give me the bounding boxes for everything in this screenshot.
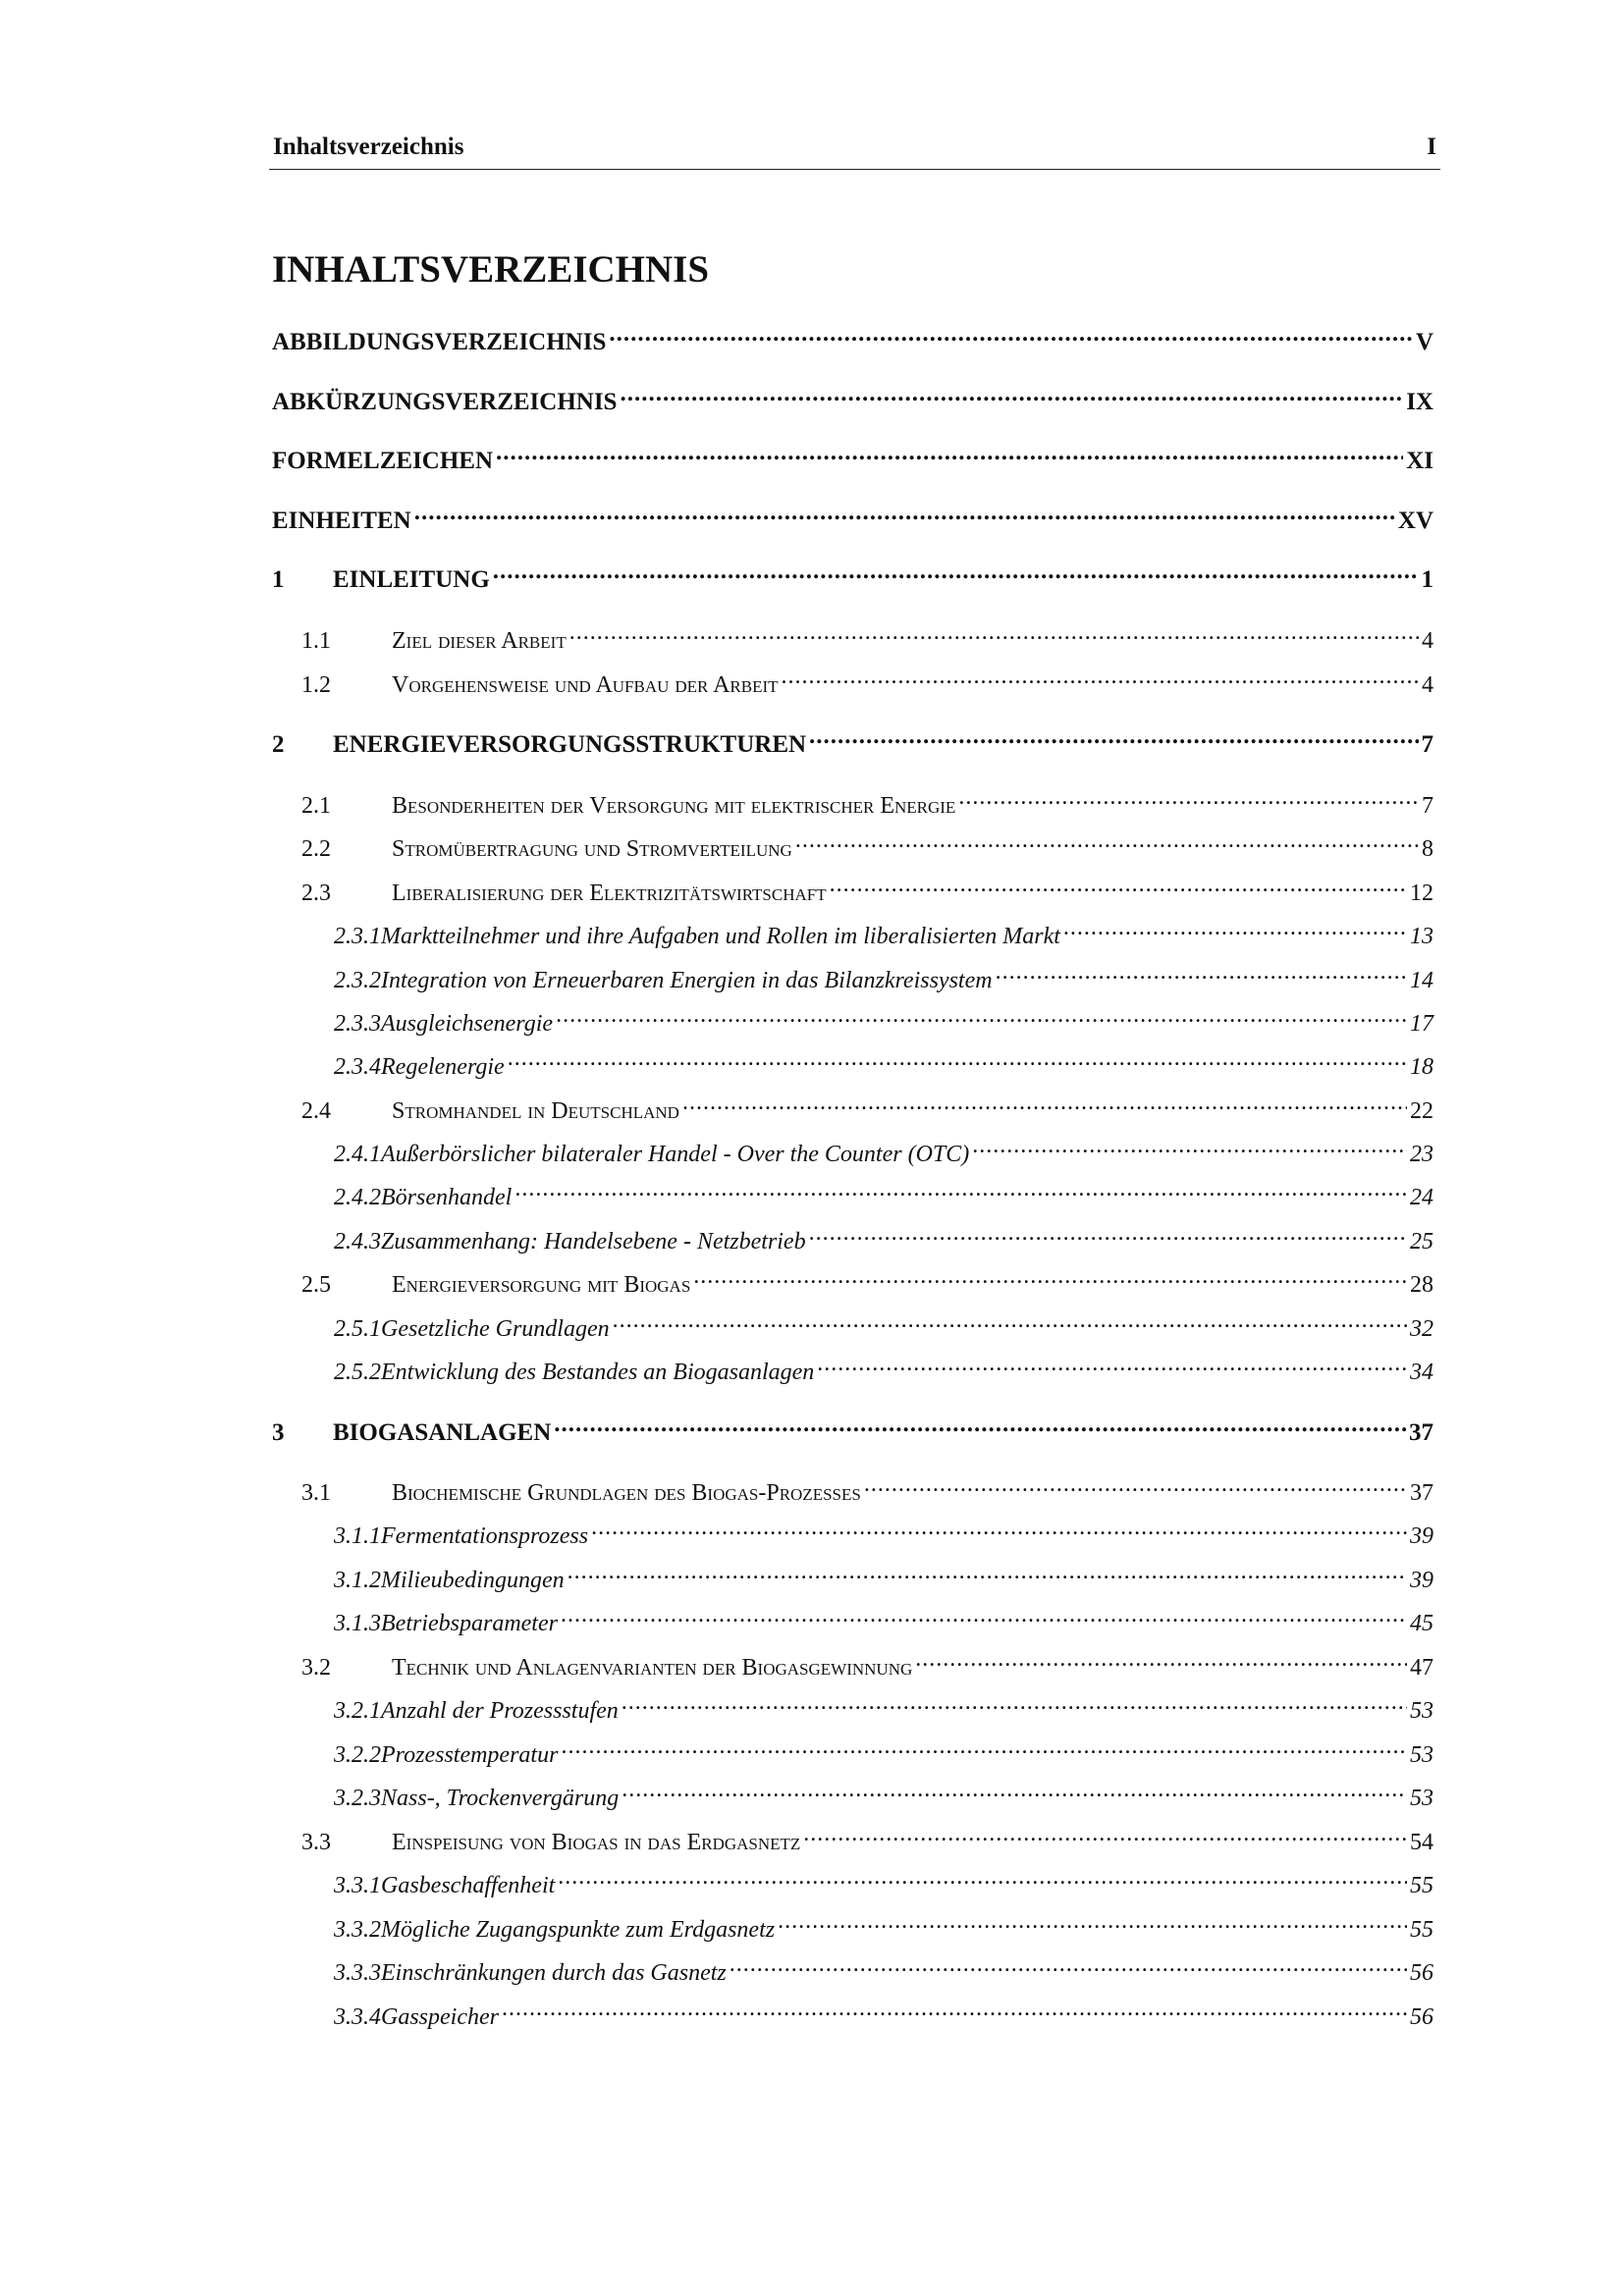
toc-entry-page: 55 (1410, 1873, 1434, 1898)
toc-entry[interactable] (334, 1599, 1434, 1636)
toc-entry[interactable] (334, 1774, 1434, 1811)
toc-entry-label (301, 1827, 800, 1858)
toc-entry-title: Regelenergie (381, 1054, 505, 1080)
toc-entry[interactable] (301, 1818, 1434, 1855)
toc-entry-label (334, 921, 1060, 952)
toc-entry-label (334, 1139, 969, 1170)
toc-entry-title: Liberalisierung der Elektrizitätswirtschaft (392, 881, 827, 906)
toc-entry-label (272, 1417, 551, 1449)
toc-entry[interactable] (334, 1905, 1434, 1943)
toc-entry-page: 37 (1409, 1419, 1434, 1446)
toc-entry-title: Technik und Anlagenvarianten der Biogasgewinnung (392, 1655, 913, 1681)
header-page-number: I (1427, 133, 1436, 160)
toc-entry[interactable] (334, 1173, 1434, 1210)
toc-entry[interactable] (272, 1409, 1434, 1446)
toc-entry-title: Energieversorgung mit Biogas (392, 1272, 691, 1298)
dot-leader (414, 497, 1395, 528)
toc-entry-title: Einspeisung von Biogas in das Erdgasnetz (392, 1830, 801, 1855)
toc-entry-title: Vorgehensweise und Aufbau der Arbeit (392, 672, 779, 698)
toc-heading: INHALTSVERZEICHNIS (272, 248, 710, 291)
dot-leader (569, 616, 1419, 648)
toc-entry-title: Ziel dieser Arbeit (392, 628, 567, 654)
toc-entry-number: 3.2 (301, 1655, 331, 1681)
toc-entry-title: Integration von Erneuerbaren Energien in das Bilanzkreissystem (381, 968, 993, 993)
toc-entry-title: FORMELZEICHEN (272, 448, 494, 474)
dot-leader (508, 1042, 1407, 1074)
toc-entry[interactable] (272, 378, 1434, 415)
dot-leader (809, 721, 1418, 752)
toc-entry-page: 14 (1410, 968, 1434, 993)
toc-entry-label (334, 1695, 619, 1727)
toc-entry-page: XV (1397, 507, 1434, 534)
toc-entry-page: 53 (1410, 1786, 1434, 1811)
dot-leader (1063, 912, 1407, 943)
toc-entry-label (301, 1477, 861, 1509)
toc-entry-page: XI (1406, 448, 1434, 474)
toc-entry-page: 28 (1410, 1272, 1434, 1298)
dot-leader (730, 1949, 1407, 1980)
dot-leader (915, 1643, 1407, 1675)
toc-entry-number: 2.4.3 (334, 1229, 381, 1255)
toc-entry[interactable] (334, 1305, 1434, 1342)
dot-leader (620, 378, 1403, 409)
toc-entry-title: Stromhandel in Deutschland (392, 1098, 679, 1124)
toc-entry-page: 53 (1410, 1742, 1434, 1768)
toc-entry-page: 32 (1410, 1316, 1434, 1342)
toc-entry-number: 3.3.3 (334, 1960, 381, 1986)
toc-entry-number: 2.3.3 (334, 1011, 381, 1037)
toc-entry-page: 37 (1410, 1480, 1434, 1506)
toc-entry-page: 34 (1410, 1360, 1434, 1385)
dot-leader (693, 1260, 1407, 1292)
toc-entry-label (334, 1870, 555, 1901)
toc-entry-page: 8 (1422, 836, 1434, 862)
dot-leader (609, 318, 1413, 349)
toc-entry-number: 3.3.2 (334, 1917, 381, 1943)
toc-entry-label (334, 965, 993, 996)
toc-entry-label (272, 327, 606, 358)
toc-entry-page: 55 (1410, 1917, 1434, 1943)
dot-leader (996, 956, 1407, 988)
toc-entry-number: 3.1.3 (334, 1611, 381, 1636)
toc-entry-page: 7 (1421, 731, 1434, 758)
toc-entry-number: 3.2.2 (334, 1742, 381, 1768)
toc-entry-page: 53 (1410, 1698, 1434, 1724)
toc-entry-number: 2.5 (301, 1272, 331, 1298)
toc-entry-page: 1 (1421, 566, 1434, 593)
toc-entry-page: 54 (1410, 1830, 1434, 1855)
toc-entry-label (334, 1521, 588, 1552)
toc-entry[interactable] (334, 1556, 1434, 1593)
toc-entry[interactable] (301, 1468, 1434, 1506)
header-title: Inhaltsverzeichnis (273, 133, 464, 160)
toc-entry-label (301, 1095, 679, 1127)
toc-entry-number: 3.3 (301, 1830, 331, 1855)
dot-leader (514, 1173, 1407, 1204)
toc-entry[interactable] (334, 912, 1434, 949)
toc-entry-label (334, 1226, 806, 1257)
toc-entry-number: 3.2.3 (334, 1786, 381, 1811)
dot-leader (622, 1774, 1407, 1805)
toc-entry-page: 39 (1410, 1523, 1434, 1549)
toc-entry[interactable] (334, 1686, 1434, 1724)
toc-entry-page: 39 (1410, 1568, 1434, 1593)
toc-entry-number: 2.3.1 (334, 924, 381, 949)
toc-entry[interactable] (301, 1260, 1434, 1298)
toc-entry-number: 2.4.1 (334, 1142, 381, 1167)
toc-entry[interactable] (272, 318, 1434, 355)
toc-entry-title: Entwicklung des Bestandes an Biogasanlagen (381, 1360, 815, 1385)
dot-leader (972, 1130, 1407, 1161)
toc-entry-page: V (1415, 329, 1434, 355)
toc-entry-label (301, 1652, 912, 1683)
toc-entry-label (334, 1051, 505, 1083)
toc-entry[interactable] (334, 1731, 1434, 1768)
toc-entry-label (334, 1914, 775, 1946)
dot-leader (958, 781, 1419, 813)
toc-entry-number: 2.5.2 (334, 1360, 381, 1385)
toc-entry[interactable] (334, 1217, 1434, 1255)
toc-entry-page: 25 (1410, 1229, 1434, 1255)
toc-entry-label (272, 564, 490, 596)
toc-entry[interactable] (334, 1042, 1434, 1080)
toc-entry-title: Mögliche Zugangspunkte zum Erdgasnetz (381, 1917, 776, 1943)
toc-entry-number: 3.2.1 (334, 1698, 381, 1724)
toc-entry-page: 24 (1410, 1185, 1434, 1210)
toc-entry-title: Börsenhandel (381, 1185, 513, 1210)
toc-entry-label (301, 625, 567, 657)
toc-entry-label (334, 1608, 558, 1639)
toc-entry[interactable] (301, 616, 1434, 654)
toc-entry-title: Prozesstemperatur (381, 1742, 559, 1768)
dot-leader (803, 1818, 1407, 1849)
toc-entry-title: BIOGASANLAGEN (333, 1419, 552, 1446)
toc-entry[interactable] (334, 1861, 1434, 1898)
toc-entry-title: Anzahl der Prozessstufen (381, 1698, 619, 1724)
toc-entry-label (272, 446, 493, 477)
toc-entry[interactable] (334, 1348, 1434, 1385)
dot-leader (795, 825, 1419, 856)
dot-leader (496, 437, 1403, 468)
toc-entry-page: 7 (1422, 793, 1434, 819)
toc-entry-title: Biochemische Grundlagen des Biogas-Prozesses (392, 1480, 861, 1506)
toc-entry-number: 2.3 (301, 881, 331, 906)
toc-entry-label (301, 833, 792, 865)
toc-entry-label (334, 1008, 553, 1040)
toc-entry[interactable] (334, 956, 1434, 993)
toc-entry-number: 2.1 (301, 793, 331, 819)
toc-entry-label (334, 1313, 610, 1345)
toc-entry-title: ABKÜRZUNGSVERZEICHNIS (272, 389, 618, 415)
toc-entry-page: 4 (1422, 628, 1434, 654)
toc-entry-number: 3.3.4 (334, 2004, 381, 2030)
dot-leader (493, 556, 1419, 587)
toc-entry[interactable] (301, 661, 1434, 698)
toc-entry-label (334, 1783, 619, 1814)
toc-entry-title: EINLEITUNG (333, 566, 490, 593)
toc-entry-title: ENERGIEVERSORGUNGSSTRUKTUREN (333, 731, 807, 758)
toc-entry-label (301, 878, 827, 909)
toc-entry[interactable] (334, 1993, 1434, 2030)
dot-leader (558, 1861, 1407, 1893)
toc-entry[interactable] (301, 1643, 1434, 1681)
toc-entry-page: 17 (1410, 1011, 1434, 1037)
toc-entry-title: Besonderheiten der Versorgung mit elektrischer Energie (392, 793, 956, 819)
toc-entry[interactable] (272, 437, 1434, 474)
toc-entry-label (334, 1565, 565, 1596)
dot-leader (613, 1305, 1407, 1336)
toc-entry-number: 2.4.2 (334, 1185, 381, 1210)
toc-entry-number: 3.1 (301, 1480, 331, 1506)
toc-entry-title: Nass-, Trockenvergärung (381, 1786, 620, 1811)
toc-entry-number: 1.2 (301, 672, 331, 698)
dot-leader (817, 1348, 1407, 1379)
toc-entry-number: 1 (272, 566, 285, 593)
dot-leader (778, 1905, 1407, 1937)
toc-entry-title: Gesetzliche Grundlagen (381, 1316, 610, 1342)
toc-entry-title: EINHEITEN (272, 507, 411, 534)
toc-entry-title: Einschränkungen durch das Gasnetz (381, 1960, 727, 1986)
toc-entry-number: 2 (272, 731, 285, 758)
toc-entry[interactable] (301, 1087, 1434, 1124)
toc-entry-number: 3.1.2 (334, 1568, 381, 1593)
toc-entry-label (301, 669, 779, 701)
toc-entry[interactable] (334, 1130, 1434, 1167)
toc-entry-label (334, 1182, 512, 1213)
dot-leader (782, 661, 1419, 692)
toc-entry-page: 12 (1410, 881, 1434, 906)
toc-entry-title: Außerbörslicher bilateraler Handel - Over the Counter (OTC) (381, 1142, 970, 1167)
toc-entry-page: 45 (1410, 1611, 1434, 1636)
toc-entry-title: Zusammenhang: Handelsebene - Netzbetrieb (381, 1229, 806, 1255)
toc-entry-label (272, 387, 617, 418)
dot-leader (682, 1087, 1407, 1118)
toc-entry[interactable] (272, 497, 1434, 534)
toc-entry-page: 56 (1410, 2004, 1434, 2030)
toc-entry-title: Marktteilnehmer und ihre Aufgaben und Rollen im liberalisierten Markt (381, 924, 1060, 949)
toc-entry-title: Fermentationsprozess (381, 1523, 589, 1549)
toc-entry-label (334, 2002, 499, 2033)
dot-leader (502, 1993, 1407, 2024)
toc-entry-page: 23 (1410, 1142, 1434, 1167)
toc-entry[interactable] (301, 781, 1434, 819)
toc-entry-title: Betriebsparameter (381, 1611, 558, 1636)
toc-entry[interactable] (334, 1949, 1434, 1986)
toc-entry[interactable] (334, 1512, 1434, 1549)
dot-leader (864, 1468, 1407, 1500)
toc-entry[interactable] (272, 556, 1434, 593)
toc-entry-page: 18 (1410, 1054, 1434, 1080)
toc-entry-title: Gasspeicher (381, 2004, 499, 2030)
dot-leader (591, 1512, 1407, 1543)
toc-entry-number: 2.3.4 (334, 1054, 381, 1080)
toc-entry-number: 2.4 (301, 1098, 331, 1124)
toc-entry-title: ABBILDUNGSVERZEICHNIS (272, 329, 607, 355)
toc-entry-title: Ausgleichsenergie (381, 1011, 554, 1037)
dot-leader (556, 999, 1407, 1031)
toc-entry-page: 56 (1410, 1960, 1434, 1986)
toc-entry-number: 3 (272, 1419, 285, 1446)
toc-entry-number: 2.3.2 (334, 968, 381, 993)
toc-entry-number: 1.1 (301, 628, 331, 654)
toc-entry[interactable] (301, 825, 1434, 862)
dot-leader (830, 869, 1407, 900)
toc-entry-title: Gasbeschaffenheit (381, 1873, 556, 1898)
toc-entry[interactable] (301, 869, 1434, 906)
toc-entry-page: IX (1406, 389, 1434, 415)
dot-leader (622, 1686, 1407, 1718)
dot-leader (561, 1731, 1407, 1762)
toc-entry[interactable] (272, 721, 1434, 758)
toc-entry-number: 2.2 (301, 836, 331, 862)
toc-entry-number: 3.3.1 (334, 1873, 381, 1898)
toc-entry-page: 22 (1410, 1098, 1434, 1124)
toc-entry-page: 13 (1410, 924, 1434, 949)
toc-entry-label (272, 729, 806, 761)
toc-entry-title: Stromübertragung und Stromverteilung (392, 836, 792, 862)
dot-leader (561, 1599, 1407, 1630)
toc-entry-label (334, 1357, 814, 1388)
toc-entry-number: 2.5.1 (334, 1316, 381, 1342)
dot-leader (554, 1409, 1406, 1440)
toc-entry-label (334, 1957, 727, 1989)
toc-entry-page: 4 (1422, 672, 1434, 698)
toc-entry-label (334, 1739, 558, 1771)
toc-entry-page: 47 (1410, 1655, 1434, 1681)
toc-entry-label (272, 506, 411, 537)
toc-entry-number: 3.1.1 (334, 1523, 381, 1549)
toc-entry-title: Milieubedingungen (381, 1568, 565, 1593)
dot-leader (809, 1217, 1407, 1249)
toc-entry-label (301, 790, 955, 822)
toc-entry[interactable] (334, 999, 1434, 1037)
toc-entry-label (301, 1269, 690, 1301)
dot-leader (568, 1556, 1407, 1587)
